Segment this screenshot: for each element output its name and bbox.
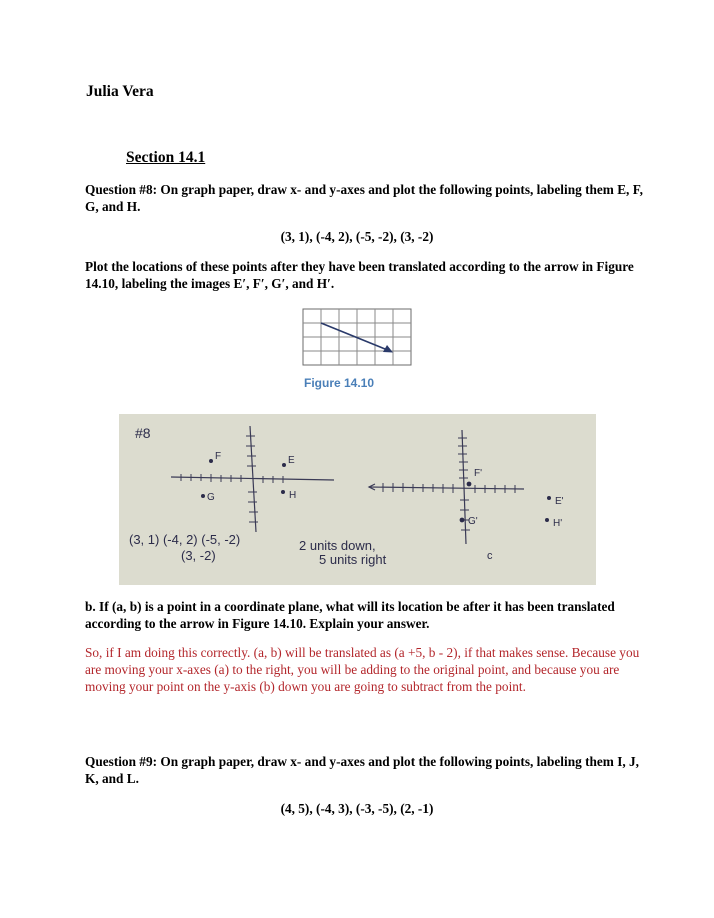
photo-heading: #8 <box>135 425 151 441</box>
label-f: F <box>215 451 222 462</box>
point-e <box>282 463 286 467</box>
question9-points: (4, 5), (-4, 3), (-3, -5), (2, -1) <box>280 801 434 816</box>
part-b-prompt: b. If (a, b) is a point in a coordinate plane, what will its location be after it has been translated according to the arrow in Figure 14.10. Explain your answer. <box>85 599 615 631</box>
right-axes <box>369 430 524 544</box>
label-h-prime: H' <box>553 518 563 529</box>
label-f-prime: F' <box>474 468 483 479</box>
handwritten-work-photo <box>119 414 596 585</box>
label-h: H <box>289 490 297 501</box>
figure-caption: Figure 14.10 <box>304 376 375 390</box>
stray-mark: c <box>487 550 493 562</box>
point-f <box>209 459 213 463</box>
handwritten-note-1: 2 units down, <box>299 538 376 553</box>
question8-prompt: Question #8: On graph paper, draw x- and y-axes and plot the following points, labeling them E, F, G, and H. <box>85 182 643 214</box>
section-heading: Section 14.1 <box>126 149 206 166</box>
handwritten-graphs <box>119 414 596 585</box>
point-h <box>281 490 285 494</box>
label-g: G <box>207 492 215 503</box>
author-name: Julia Vera <box>86 83 154 100</box>
question8-instruction: Plot the locations of these points after they have been translated according to the arrow in Figure 14.10, labeling the images E′, F′, G′, and H′. <box>85 259 634 291</box>
question9-prompt: Question #9: On graph paper, draw x- and y-axes and plot the following points, labeling them I, J, K, and L. <box>85 754 639 786</box>
label-g-prime: G' <box>468 516 478 527</box>
label-e-prime: E' <box>555 496 564 507</box>
point-e-prime <box>547 496 551 500</box>
handwritten-note-2: 5 units right <box>319 552 387 567</box>
point-g <box>201 494 205 498</box>
point-h-prime <box>545 518 549 522</box>
left-axes <box>171 426 334 532</box>
label-e: E <box>288 455 295 466</box>
point-g-prime <box>460 518 465 523</box>
part-b-answer: So, if I am doing this correctly. (a, b) will be translated as (a +5, b - 2), if that makes sense. Because you are moving your x-axes (a) to the right, you will be adding to the original point, and because you are moving your point on the y-axis (b) down you are going to subtract from the point. <box>85 645 640 694</box>
point-f-prime <box>467 482 472 487</box>
question8-points: (3, 1), (-4, 2), (-5, -2), (3, -2) <box>280 229 434 244</box>
figure-14-10-grid <box>300 306 420 374</box>
handwritten-points-2: (3, -2) <box>181 548 216 563</box>
handwritten-points-1: (3, 1) (-4, 2) (-5, -2) <box>129 532 241 547</box>
